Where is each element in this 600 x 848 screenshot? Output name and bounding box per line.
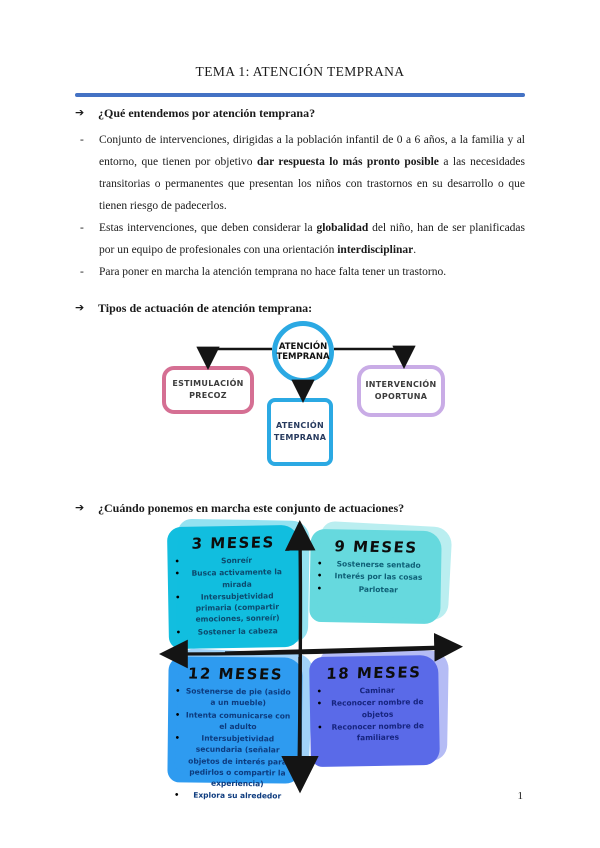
text-run: a las necesidades transitorias o permanentes que presentan los niños con trastornos en su desarrollo o que tienen riesgo de padecerlos. bbox=[99, 156, 526, 212]
node-label: ESTIMULACIÓN PRECOZ bbox=[172, 379, 244, 400]
arrow-bullet-icon: ➔ bbox=[75, 106, 85, 119]
section-heading-cuando bbox=[75, 499, 525, 517]
bold-run: globalidad bbox=[316, 222, 369, 234]
milestone-item: • Intersubjetividad primaria (compartir emociones, sonreír) bbox=[170, 590, 299, 626]
document-body bbox=[75, 104, 526, 801]
milestone-item: • Sostenerse sentado bbox=[312, 558, 439, 571]
arrow-bullet-icon: ➔ bbox=[75, 501, 85, 514]
milestone-item: • Sostenerse de pie (asido a un mueble) bbox=[170, 685, 300, 709]
bold-run: interdisciplinar bbox=[337, 244, 414, 256]
section-heading-text: ¿Qué entendemos por atención temprana? bbox=[98, 106, 316, 120]
milestone-item: • Sonreír bbox=[169, 554, 297, 567]
text-run: Estas intervenciones, que deben considerar la bbox=[99, 222, 317, 234]
text-run: . bbox=[413, 244, 417, 256]
node-label: INTERVENCIÓN OPORTUNA bbox=[365, 380, 437, 401]
milestone-item: • Explora su alrededor bbox=[169, 790, 299, 803]
milestone-item: • Sostener la cabeza bbox=[171, 624, 299, 637]
section-heading-text: Tipos de actuación de atención temprana: bbox=[98, 301, 313, 315]
milestone-item: • Caminar bbox=[312, 684, 437, 697]
milestone-item: • Reconocer nombre de familiares bbox=[312, 720, 437, 745]
milestone-item: • Parlotear bbox=[312, 582, 439, 595]
bold-run: dar respuesta lo más pronto posible bbox=[256, 156, 439, 168]
text-run: del niño, han de ser planificadas por un equipo de profesionales con una orientación bbox=[99, 222, 526, 256]
milestone-item: • Intersubjetividad secundaria (señalar objetos de interés para pedirlos o compartir la experiencia) bbox=[169, 732, 300, 790]
section-heading-que bbox=[75, 104, 525, 122]
text-run: Conjunto de intervenciones, dirigidas a la población infantil de 0 a 6 años, a la familia y al entorno, que tienen por objetivo bbox=[99, 134, 525, 168]
title-divider bbox=[75, 93, 525, 97]
milestone-item: • Interés por las cosas bbox=[312, 570, 439, 583]
definition-bullet-1 bbox=[75, 129, 525, 217]
milestone-item: • Intenta comunicarse con el adulto bbox=[170, 709, 300, 733]
text-run: Para poner en marcha la atención temprana no hace falta tener un trastorno. bbox=[99, 266, 447, 278]
milestone-item: • Reconocer nombre de objetos bbox=[312, 696, 437, 721]
quadrant-title: 12 MESES bbox=[187, 664, 284, 684]
quadrant-title: 3 MESES bbox=[191, 533, 276, 553]
milestones-quadrant-diagram bbox=[75, 517, 525, 801]
section-heading-tipos bbox=[75, 299, 525, 317]
node-label: ATENCIÓN TEMPRANA bbox=[273, 421, 327, 442]
milestone-item: • Busca activamente la mirada bbox=[170, 566, 298, 591]
diagram-arrows bbox=[75, 319, 525, 497]
section-heading-text: ¿Cuándo ponemos en marcha este conjunto de actuaciones? bbox=[98, 501, 405, 515]
definition-bullet-2 bbox=[75, 217, 525, 261]
quadrant-title: 9 MESES bbox=[333, 537, 419, 557]
central-concept-label: ATENCIÓN TEMPRANA bbox=[276, 341, 330, 362]
page-number: 1 bbox=[517, 790, 523, 802]
definition-list bbox=[75, 129, 525, 283]
definition-bullet-3 bbox=[75, 261, 525, 283]
arrow-bullet-icon: ➔ bbox=[75, 301, 85, 314]
quadrant-axes-arrows bbox=[75, 517, 525, 795]
quadrant-title: 18 MESES bbox=[325, 663, 422, 683]
page-title: TEMA 1: ATENCIÓN TEMPRANA bbox=[195, 64, 405, 79]
tipos-diagram bbox=[75, 319, 525, 497]
